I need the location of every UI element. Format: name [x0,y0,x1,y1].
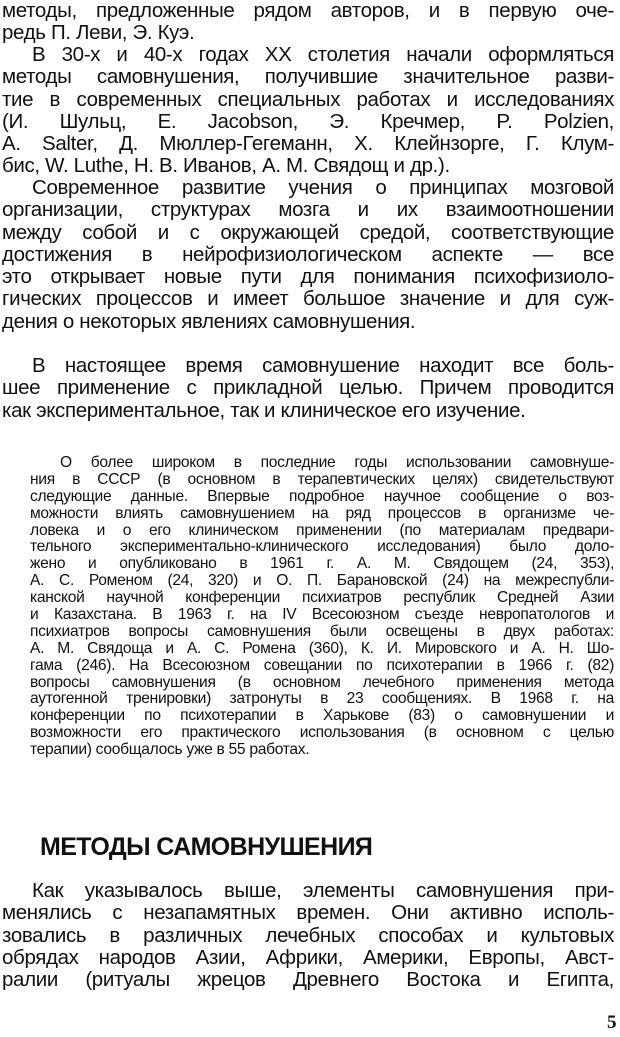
paragraph-1930s [2,44,614,178]
footnote-line: тельного экспериментально-клинического исследования) было доло- [30,538,614,556]
footnote-line: можности влиять самовнушением на ряд процессов в организме че- [30,504,614,522]
text-line: В настоящее время самовнушение находит все боль- [32,354,614,377]
text-line: методы самовнушения, получившие значительное разви- [2,65,614,89]
footnote-line: вопросы самовнушения (в основном лечебного применения метода [30,673,614,691]
text-line: как экспериментальное, так и клиническое его изучение. [2,398,526,422]
footnote-line: терапии) сообщалось уже в 55 работах. [30,741,310,759]
footnote-line: возможности его практического использования (в основном с целью [30,724,614,742]
footnote-line: О более широком в последние годы использовании самовнуше- [60,454,614,471]
text-line: гических процессов и имеет большое значение и для суж- [2,287,614,311]
text-line: В 30-х и 40-х годах XX столетия начали оформляться [32,43,614,66]
text-line: между собой и с окружающей средой, соответствующие [2,220,614,244]
text-line: зовались в различных лечебных способах и культовых [2,923,614,947]
section-paragraph [2,880,614,991]
footnote [30,455,614,759]
text-line: организации, структурах мозга и их взаимоотношении [2,198,614,222]
footnote-line: канской научной конференции психиатров республик Средней Азии [30,589,614,607]
text-line: бис, W. Luthe, Н. В. Иванов, А. М. Свядощ и др.). [2,154,450,178]
footnote-line: конференции по психотерапии в Харькове (83) о самовнушении и [30,707,614,725]
text-line: Как указывалось выше, элементы самовнушения при- [32,879,614,902]
text-line: редь П. Леви, Э. Куэ. [2,21,195,45]
text-line: достижения в нейрофизиологическом аспекте — все [2,242,614,266]
text-line: тие в современных специальных работах и исследованиях [2,87,614,111]
footnote-line: и Казахстана. В 1963 г. на IV Всесоюзном съезде невропатологов и [30,606,614,624]
footnote-line: ния в СССР (в основном в терапевтических целях) свидетельствуют [30,470,614,488]
footnote-line: следующие данные. Впервые подробное научное сообщение о воз- [30,487,614,505]
page-number: 5 [607,1012,617,1033]
text-line: Современное развитие учения о принципах мозговой [32,176,614,199]
footnote-line: аутогенной тренировки) затронуты в 23 сообщениях. В 1968 г. на [30,690,614,708]
footnote-line: ловека и о его клиническом применении (по материалам предвари- [30,521,614,539]
text-line: менялись с незапамятных времен. Они активно исполь- [2,901,614,925]
paragraph-continuation [2,0,614,45]
footnote-line: жено и опубликовано в 1961 г. А. М. Свядощем (24, 353), [30,555,614,573]
footnote-line: психиатров вопросы самовнушения были освещены в двух работах: [30,622,614,640]
text-line: дения о некоторых явлениях самовнушения. [2,309,416,333]
paragraph-present [2,355,614,422]
paragraph-modern [2,177,614,333]
footnote-line: А. С. Роменом (24, 320) и О. П. Барановской (24) на межреспубли- [30,572,614,590]
text-line: (И. Шульц, E. Jacobson, Э. Кречмер, P. Polzien, [2,109,614,133]
text-line: методы, предложенные рядом авторов, и в первую оче- [2,0,614,22]
text-line: обрядах народов Азии, Африки, Америки, Европы, Авст- [2,945,614,969]
text-line: шее применение с прикладной целью. Причем проводится [2,376,614,400]
text-line: A. Salter, Д. Мюллер-Гегеманн, Х. Клейнзорге, Г. Клум- [2,132,614,156]
footnote-line: гама (246). На Всесоюзном совещании по психотерапии в 1966 г. (82) [30,656,614,674]
text-line: это открывает новые пути для понимания психофизиоло- [2,265,614,289]
section-heading: МЕТОДЫ САМОВНУШЕНИЯ [40,833,373,861]
footnote-line: А. М. Свядоща и А. С. Ромена (360), К. И. Мировского и А. Н. Шо- [30,639,614,657]
text-line: ралии (ритуалы жрецов Древнего Востока и Египта, [2,968,614,992]
